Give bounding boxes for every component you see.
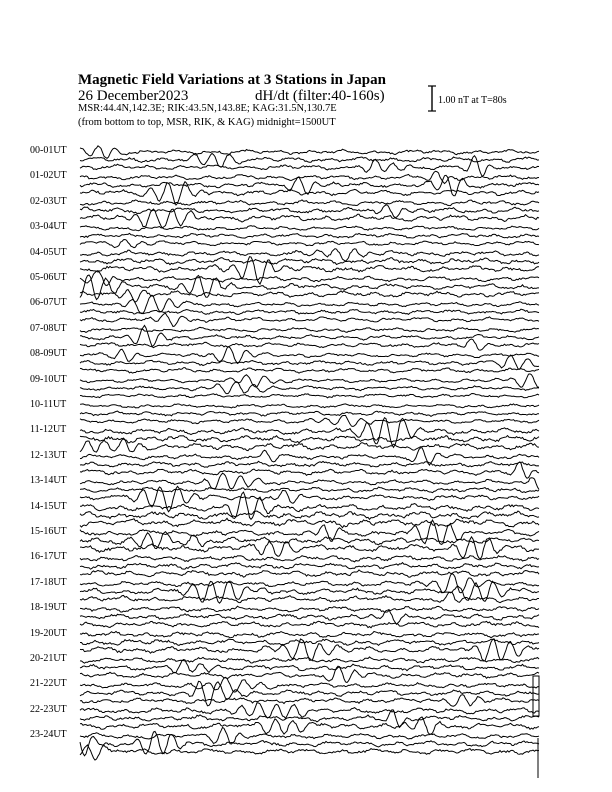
trace-line	[80, 327, 539, 332]
hour-label: 11-12UT	[30, 424, 67, 436]
station-coordinates: MSR:44.4N,142.3E; RIK:43.5N,143.8E; KAG:31.5N,130.7E	[78, 103, 337, 114]
hour-label: 07-08UT	[30, 322, 67, 334]
scale-bar	[428, 86, 436, 111]
hour-label: 05-06UT	[30, 272, 67, 283]
trace-line	[80, 249, 539, 261]
trace-line	[80, 239, 539, 247]
trace-line	[80, 205, 539, 217]
trace-line	[80, 703, 539, 719]
hour-label: 18-19UT	[30, 602, 67, 614]
hour-label: 09-10UT	[30, 373, 67, 385]
hour-label: 14-15UT	[30, 500, 67, 512]
trace-line	[80, 296, 539, 314]
hour-label: 23-24UT	[30, 729, 67, 741]
trace-line	[80, 511, 539, 519]
scale-bar-label: 1.00 nT at T=80s	[438, 95, 507, 106]
chart-title: Magnetic Field Variations at 3 Stations in Japan	[78, 72, 386, 88]
trace-line	[80, 209, 539, 228]
trace-line	[80, 146, 539, 159]
trace-line	[80, 415, 539, 426]
trace-line	[80, 556, 539, 562]
trace-line	[80, 411, 539, 416]
trace-line	[80, 271, 539, 286]
trace-line	[80, 394, 539, 398]
trace-line	[80, 258, 539, 265]
hour-label: 04-05UT	[30, 246, 67, 258]
station-order-note: (from bottom to top, MSR, RIK, & KAG) midnight=1500UT	[78, 117, 336, 128]
trace-line	[80, 660, 539, 673]
trace-line	[80, 309, 539, 314]
hour-label: 21-22UT	[30, 678, 67, 690]
trace-line	[80, 182, 539, 205]
trace-line	[80, 570, 539, 577]
trace-line	[80, 325, 539, 346]
trace-line	[80, 745, 539, 760]
trace-group	[80, 146, 539, 760]
hour-label: 13-14UT	[30, 475, 67, 487]
trace-line	[80, 461, 539, 467]
trace-line	[80, 171, 539, 183]
trace-line	[80, 368, 539, 374]
trace-line	[80, 621, 539, 628]
trace-line	[80, 518, 539, 527]
trace-line	[80, 631, 539, 638]
trace-line	[80, 695, 539, 707]
trace-line	[80, 639, 539, 646]
chart-date: 26 December2023	[78, 88, 189, 104]
hour-label: 17-18UT	[30, 576, 67, 588]
trace-line	[80, 727, 539, 744]
trace-line	[80, 473, 539, 489]
trace-line	[80, 438, 539, 452]
trace-line	[80, 339, 539, 350]
hour-label: 00-01UT	[30, 145, 67, 156]
hour-label: 12-13UT	[30, 449, 67, 461]
trace-line	[80, 382, 539, 394]
chart-parameter: dH/dt (filter:40-160s)	[255, 88, 385, 104]
trace-line	[80, 610, 539, 625]
hour-label: 01-02UT	[30, 170, 67, 182]
trace-line	[80, 374, 539, 387]
trace-line	[80, 436, 539, 443]
trace-line	[80, 606, 539, 612]
hour-label: 06-07UT	[30, 297, 67, 309]
trace-line	[80, 404, 539, 408]
hour-label: 03-04UT	[30, 221, 67, 233]
trace-line	[80, 200, 539, 206]
trace-line	[80, 678, 539, 693]
trace-line	[80, 233, 539, 238]
hour-label: 16-17UT	[30, 551, 67, 563]
hour-label: 02-03UT	[30, 195, 67, 207]
hour-label: 10-11UT	[30, 399, 67, 410]
trace-line	[80, 487, 539, 493]
hour-label: 08-09UT	[30, 348, 67, 360]
hour-label: 22-23UT	[30, 703, 67, 715]
hour-label: 20-21UT	[30, 653, 67, 664]
trace-line	[80, 563, 539, 570]
trace-line	[80, 313, 539, 326]
trace-line	[80, 275, 539, 300]
trace-line	[80, 156, 539, 176]
trace-line	[80, 717, 539, 734]
hour-label: 15-16UT	[30, 526, 67, 537]
trace-line	[80, 226, 539, 231]
hour-label: 19-20UT	[30, 627, 67, 639]
trace-line	[80, 448, 539, 465]
